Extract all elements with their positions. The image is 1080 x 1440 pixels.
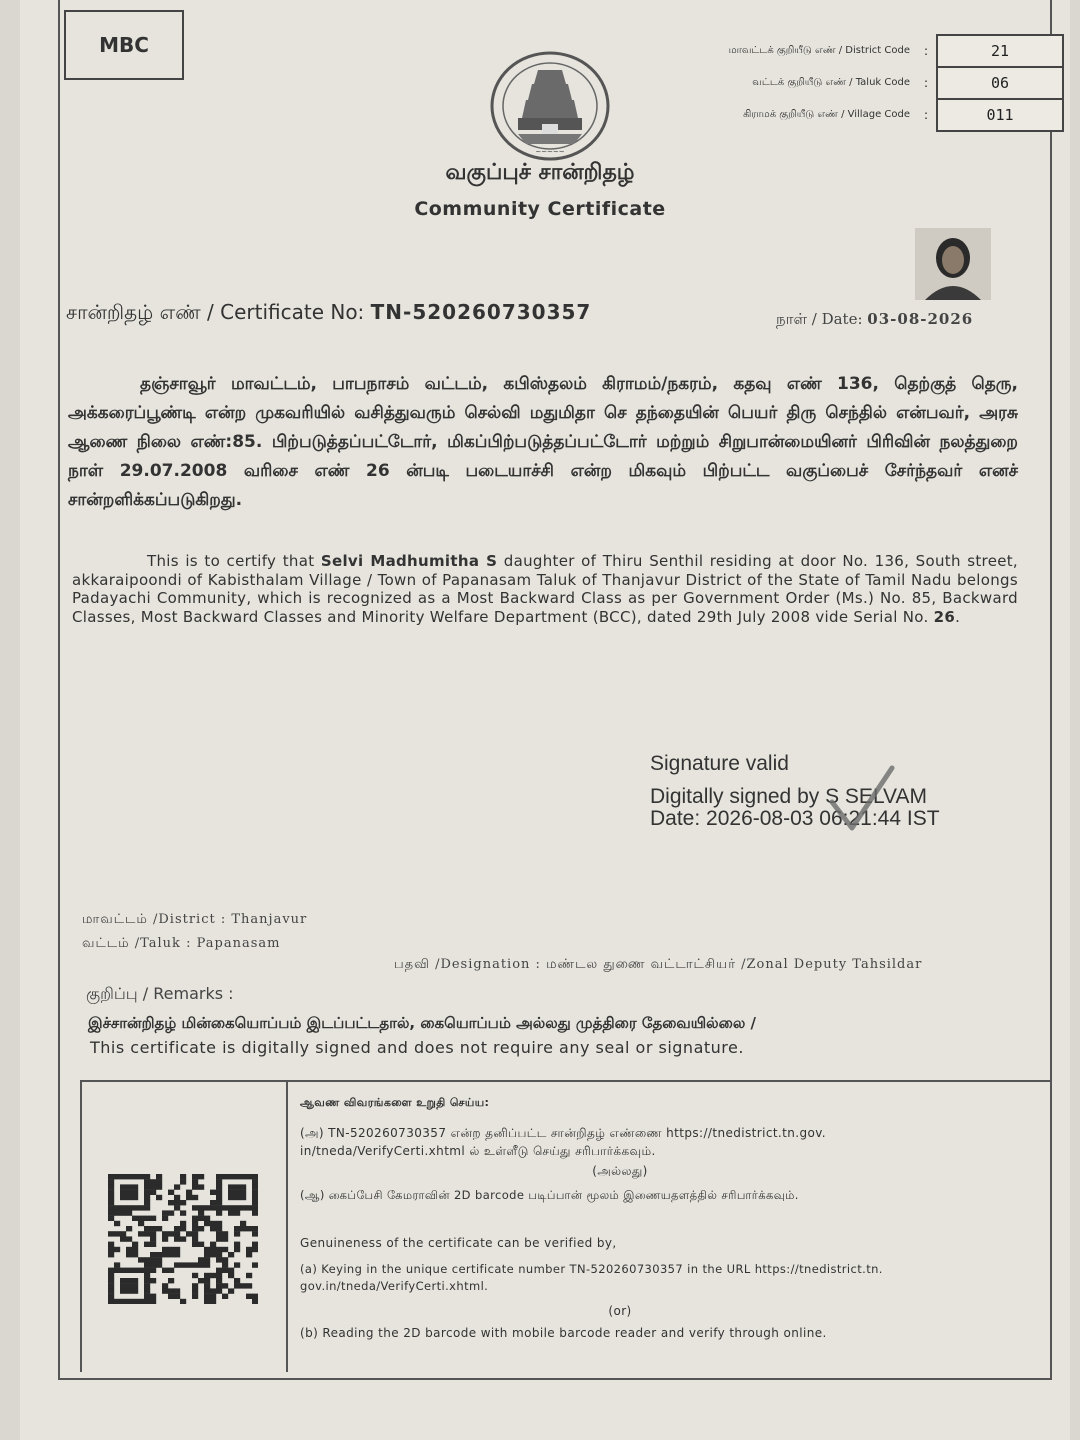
- verify-english-or: (or): [608, 1304, 632, 1318]
- verify-heading-tamil: ஆவண விவரங்களை உறுதி செய்ய:: [300, 1096, 490, 1109]
- verify-tamil-a-line2: in/tneda/VerifyCerti.xhtml ல் உள்ளீடு செய்து சரிபார்க்கவும்.: [300, 1144, 656, 1158]
- svg-text:~~~~~: ~~~~~: [535, 148, 565, 156]
- district-line: மாவட்டம் /District : Thanjavur: [82, 912, 308, 927]
- signature-date: Date: 2026-08-03 06:21:44 IST: [650, 807, 940, 830]
- colon: :: [923, 108, 929, 122]
- taluk-value: Papanasam: [196, 936, 281, 951]
- taluk-code-label: வட்டக் குறியீடு எண் / Taluk Code: [752, 77, 910, 88]
- verify-tamil-or: (அல்லது): [592, 1164, 648, 1178]
- verify-tamil-b: (ஆ) கைப்பேசி கேமராவின் 2D barcode படிப்பான் மூலம் இணையதளத்தில் சரிபார்க்கவும்.: [300, 1188, 799, 1202]
- taluk-code-value: 06: [936, 66, 1064, 100]
- english-paragraph: [72, 552, 1018, 626]
- qr-code-icon: [108, 1174, 258, 1304]
- district-label: மாவட்டம் /District: [82, 912, 216, 927]
- remarks-tamil: இச்சான்றிதழ் மின்கையொப்பம் இடப்பட்டதால், கையொப்பம் அல்லது முத்திரை தேவையில்லை /: [88, 1014, 756, 1032]
- certificate-date: 03-08-2026: [867, 310, 974, 328]
- check-mark-icon: [826, 762, 898, 838]
- verify-english-a-line2: gov.in/tneda/VerifyCerti.xhtml.: [300, 1279, 489, 1293]
- taluk-code-row: [640, 68, 1064, 98]
- verification-divider: [286, 1082, 288, 1372]
- designation-line: பதவி /Designation : மண்டல துணை வட்டாட்சியர் /Zonal Deputy Tahsildar: [394, 957, 923, 972]
- serial-number: 26: [933, 607, 956, 626]
- verification-box: [80, 1080, 1050, 1372]
- taluk-line: வட்டம் /Taluk : Papanasam: [82, 936, 281, 951]
- verify-english-a-line1: (a) Keying in the unique certificate number TN-520260730357 in the URL https://tnedistrict.tn.: [300, 1262, 883, 1276]
- designation-value: மண்டல துணை வட்டாட்சியர் /Zonal Deputy Tahsildar: [546, 957, 923, 972]
- verify-tamil-a-line1: (அ) TN-520260730357 என்ற தனிப்பட்ட சான்றிதழ் எண்ணை https://tnedistrict.tn.gov.: [300, 1126, 827, 1140]
- village-code-label: கிராமக் குறியீடு எண் / Village Code: [743, 109, 910, 120]
- designation-label: பதவி /Designation: [394, 957, 531, 972]
- verify-heading-english: Genuineness of the certificate can be verified by,: [300, 1236, 617, 1250]
- english-text-start: This is to certify that: [147, 552, 321, 570]
- colon: :: [923, 76, 929, 90]
- english-text-body: daughter of Thiru Senthil residing at door No. 136, South street, akkaraipoondi of Kabisthalam Village / Town of Papanasam Taluk of Thanjavur District of the State of Tamil Nadu belongs Padayachi Community, which is recognized as a Most Backward Class as per Government Order (Ms.) No. 85, Backward Classes, Most Backward Classes and Minority Welfare Department (BCC), dated 29th July 2008 vide Serial No.: [72, 552, 1019, 626]
- taluk-label: வட்டம் /Taluk: [82, 936, 181, 951]
- district-value: Thanjavur: [231, 912, 308, 927]
- district-code-value: 21: [936, 34, 1064, 68]
- community-badge: MBC: [64, 10, 184, 80]
- holder-photo: [915, 228, 991, 300]
- title-english: Community Certificate: [414, 198, 666, 220]
- certificate-number-label: சான்றிதழ் எண் / Certificate No:: [66, 300, 365, 324]
- tamil-nadu-emblem-icon: [488, 50, 612, 162]
- village-code-row: [640, 100, 1064, 130]
- certificate-date-line: [776, 310, 973, 330]
- remarks-label: குறிப்பு / Remarks :: [86, 984, 234, 1003]
- tamil-paragraph: தஞ்சாவூர் மாவட்டம், பாபநாசம் வட்டம், கபிஸ்தலம் கிராமம்/நகரம், கதவு எண் 136, தெற்குத் தெரு, அக்கரைப்பூண்டி என்ற முகவரியில் வசித்துவரும் செல்வி மதுமிதா செ தந்தையின் பெயர் திரு செந்தில் என்பவர், அரசு ஆணை நிலை எண்:85. பிற்படுத்தப்பட்டோர், மிகப்பிற்படுத்தப்பட்டோர் மற்றும் சிறுபான்மையினர் பிரிவின் நலத்துறை நாள் 29.07.2008 வரிசை எண் 26 ன்படி படையாச்சி என்ற மிகவும் பிற்பட்ட வகுப்பைச் சேர்ந்தவர் எனச் சான்றளிக்கப்படுகிறது.: [68, 374, 1018, 510]
- colon: :: [923, 44, 929, 58]
- signature-status: Signature valid: [650, 752, 789, 775]
- district-code-label: மாவட்டக் குறியீடு எண் / District Code: [728, 45, 910, 56]
- date-label: நாள் / Date:: [776, 310, 863, 328]
- certificate-number: TN-520260730357: [370, 300, 592, 324]
- district-code-row: [640, 36, 1064, 66]
- remarks-english: This certificate is digitally signed and does not require any seal or signature.: [90, 1038, 744, 1057]
- verify-english-b: (b) Reading the 2D barcode with mobile barcode reader and verify through online.: [300, 1326, 827, 1340]
- holder-name: Selvi Madhumitha S: [320, 552, 498, 570]
- title-tamil: வகுப்புச் சான்றிதழ்: [445, 160, 635, 185]
- certificate-number-line: [66, 300, 591, 327]
- english-text-end: .: [955, 607, 961, 626]
- village-code-value: 011: [936, 98, 1064, 132]
- signed-by: Digitally signed by S SELVAM: [650, 785, 928, 808]
